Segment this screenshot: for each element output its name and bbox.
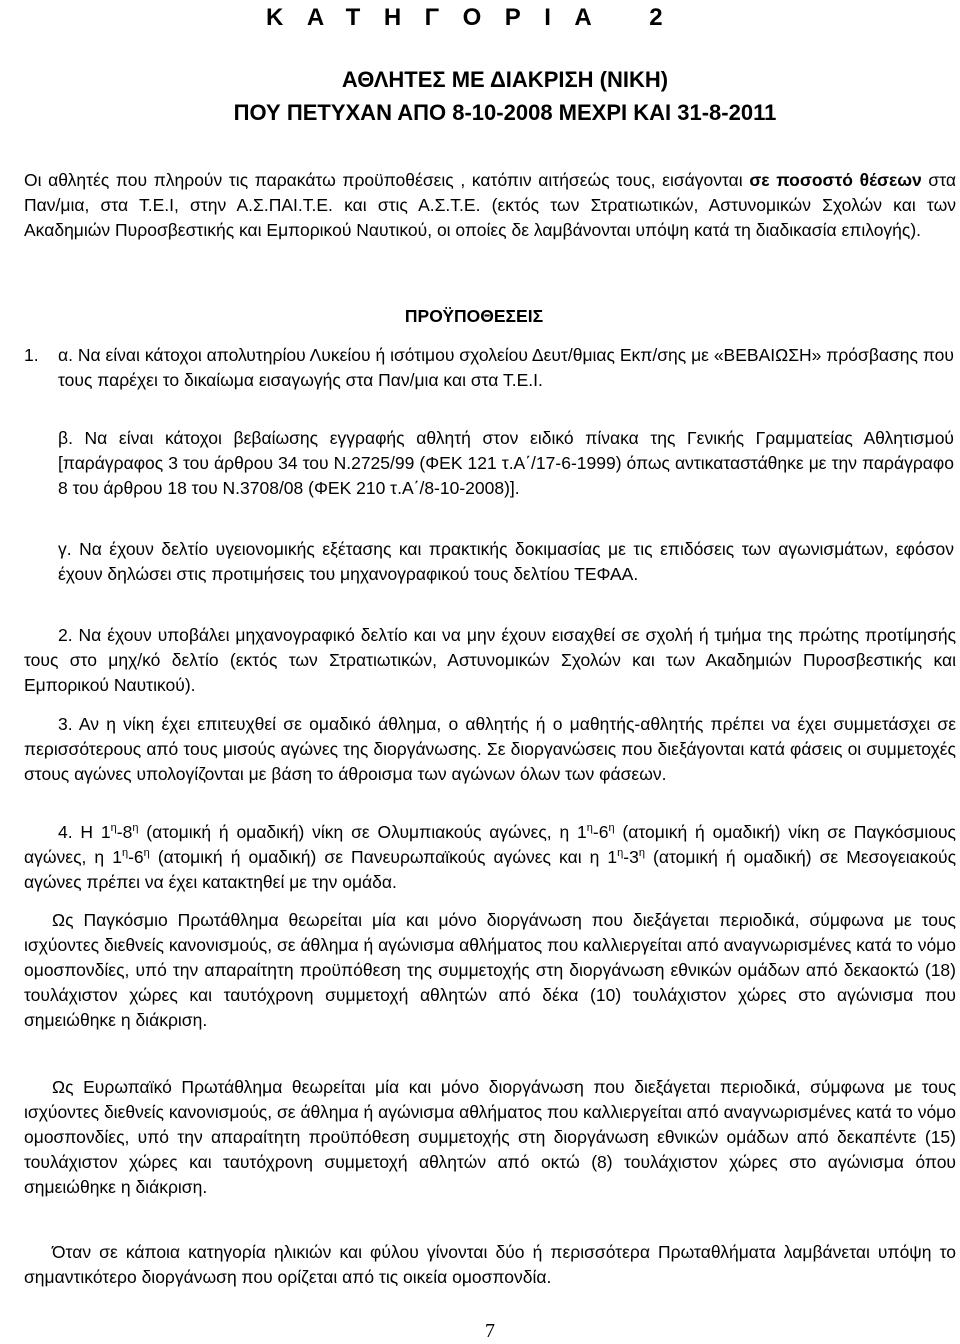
condition-2: 2. Να έχουν υποβάλει μηχανογραφικό δελτίο και να μην έχουν εισαχθεί σε σχολή ή τμήμα της πρώτης προτίμησής τους στο μηχ/κό δελτίο (εκτός των Στρατιωτικών, Αστυνομικών Σχολών και των Ακαδημιών Πυροσβεστικής και Εμπορικού Ναυτικού). <box>24 625 956 695</box>
condition-4-text: -8 <box>116 822 133 842</box>
intro-paragraph <box>24 168 956 243</box>
superscript: η <box>143 847 150 859</box>
condition-4-text: (ατομική ή ομαδική) σε Μεσογειακούς αγώνες πρέπει να έχει κατακτηθεί με την ομάδα. <box>24 847 957 892</box>
world-championship-definition: Ως Παγκόσμιο Πρωτάθλημα θεωρείται μία και μόνο διοργάνωση που διεξάγεται περιοδικά, σύμφωνα με τους ισχύοντες διεθνείς κανονισμούς, σε άθλημα ή αγώνισμα αθλήματος που καλλιεργείται από αναγνωρισμένες κατά το νόμο ομοσπονδίες, υπό την απαραίτητη προϋπόθεση της συμμετοχής στη διοργάνωση εθνικών ομάδων από δεκαοκτώ (18) τουλάχιστον χώρες και ταυτόχρονη συμμετοχή αθλητών από δέκα (10) τουλάχιστον χώρες στο αγώνισμα που σημειώθηκε η διάκριση. <box>24 910 956 1030</box>
condition-1b: β. Να είναι κάτοχοι βεβαίωσης εγγραφής αθλητή στον ειδικό πίνακα της Γενικής Γραμματείας Αθλητισμού [παράγραφος 3 του άρθρου 34 του Ν.2725/99 (ΦΕΚ 121 τ.Α΄/17-6-1999) όπως αντικαταστάθηκε με την παράγραφο 8 του άρθρου 18 του Ν.3708/08 (ΦΕΚ 210 τ.Α΄/8-10-2008)]. <box>58 428 954 498</box>
intro-part-1: Οι αθλητές που πληρούν τις παρακάτω προϋποθέσεις , κατόπιν αιτήσεώς τους, εισάγονται <box>24 170 743 190</box>
category-number: 2 <box>649 4 663 31</box>
age-category-note: Όταν σε κάποια κατηγορία ηλικιών και φύλου γίνονται δύο ή περισσότερα Πρωταθλήματα λαμβάνεται υπόψη το σημαντικότερο διοργάνωση που ορίζεται από τις οικεία ομοσπονδία. <box>24 1242 956 1287</box>
category-heading <box>266 4 663 32</box>
condition-4-text: (ατομική ή ομαδική) νίκη σε Παγκόσμιους αγώνες, η 1 <box>24 822 956 867</box>
superscript: η <box>617 847 624 859</box>
condition-4 <box>24 820 956 895</box>
condition-4-text: (ατομική ή ομαδική) νίκη σε Ολυμπιακούς αγώνες, η 1 <box>138 822 587 842</box>
condition-1c: γ. Να έχουν δελτίο υγειονομικής εξέτασης και πρακτικής δοκιμασίας με τις επιδόσεις των αγωνισμάτων, εφόσον έχουν δηλώσει στις προτιμήσεις του μηχανογραφικού τους δελτίου ΤΕΦΑΑ. <box>58 539 954 584</box>
title-line-2: ΠΟΥ ΠΕΤΥΧΑΝ ΑΠΟ 8-10-2008 ΜΕΧΡΙ ΚΑΙ 31-8-2011 <box>233 100 777 125</box>
section-heading: ΠΡΟΫΠΟΘΕΣΕΙΣ <box>404 306 544 326</box>
superscript: η <box>586 822 593 834</box>
condition-1-number: 1. <box>24 345 39 365</box>
intro-part-2: στα Παν/μια, στα Τ.Ε.Ι, στην Α.Σ.ΠΑΙ.Τ.Ε. και στις Α.Σ.Τ.Ε. (εκτός των Στρατιωτικών, Αστυνομικών Σχολών και των Ακαδημιών Πυροσβεστικής και Εμπορικού Ναυτικού, οι οποίες δε λαμβάνονται υπόψη κατά τη διαδικασία επιλογής). <box>24 170 956 240</box>
superscript: η <box>110 822 117 834</box>
condition-4-text: -6 <box>592 822 609 842</box>
condition-1a: α. Να είναι κάτοχοι απολυτηρίου Λυκείου ή ισότιμου σχολείου Δευτ/θμιας Εκπ/σης με «ΒΕΒΑΙΩΣΗ» πρόσβασης που τους παρέχει το δικαίωμα εισαγωγής στα Παν/μια και στα Τ.Ε.Ι. <box>58 345 954 390</box>
condition-4-text: 4. Η 1 <box>58 822 111 842</box>
condition-4-text: -3 <box>623 847 639 867</box>
intro-bold: σε ποσοστό θέσεων <box>749 170 922 190</box>
condition-4-text: (ατομική ή ομαδική) σε Πανευρωπαϊκούς αγώνες και η 1 <box>149 847 618 867</box>
superscript: η <box>121 847 129 859</box>
category-word: ΚΑΤΗΓΟΡΙΑ <box>266 4 616 31</box>
condition-3: 3. Αν η νίκη έχει επιτευχθεί σε ομαδικό άθλημα, ο αθλητής ή ο μαθητής-αθλητής πρέπει να έχει συμμετάσχει σε περισσότερους από τους μισούς αγώνες της διοργάνωσης. Σε διοργανώσεις που διεξάγονται κατά φάσεις οι συμμετοχές στους αγώνες υπολογίζονται με βάση το άθροισμα των αγώνων όλων των φάσεων. <box>24 714 956 784</box>
title-line-1: ΑΘΛΗΤΕΣ ΜΕ ΔΙΑΚΡΙΣΗ (ΝΙΚΗ) <box>341 67 669 92</box>
page-number: 7 <box>485 1320 495 1342</box>
condition-4-text: -6 <box>128 847 144 867</box>
european-championship-definition: Ως Ευρωπαϊκό Πρωτάθλημα θεωρείται μία και μόνο διοργάνωση που διεξάγεται περιοδικά, σύμφωνα με τους ισχύοντες διεθνείς κανονισμούς, σε άθλημα ή αγώνισμα αθλήματος που καλλιεργείται από αναγνωρισμένες κατά το νόμο ομοσπονδίες, υπό την απαραίτητη προϋπόθεση συμμετοχής στη διοργάνωση εθνικών ομάδων από δεκαπέντε (15) τουλάχιστον χώρες και ταυτόχρονη συμμετοχή αθλητών από οκτώ (8) τουλάχιστον χώρες στο αγώνισμα όπου σημειώθηκε η διάκριση. <box>24 1077 956 1197</box>
superscript: η <box>638 847 645 859</box>
superscript: η <box>132 822 139 834</box>
superscript: η <box>608 822 615 834</box>
